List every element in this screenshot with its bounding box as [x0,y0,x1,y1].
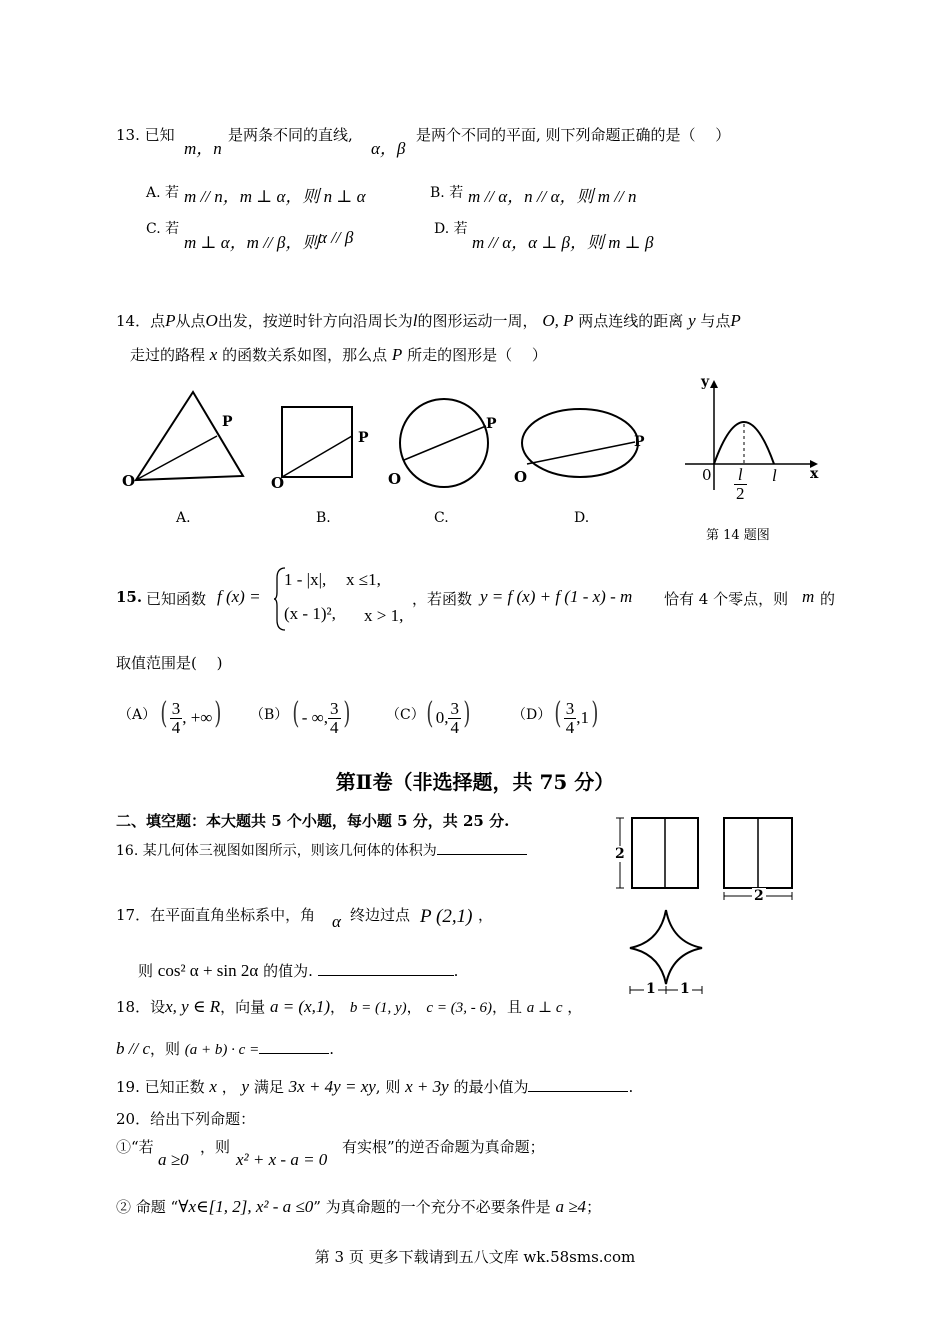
q18-answer-blank[interactable] [259,1039,329,1054]
q15-option-c-label: （C） [386,707,425,723]
fig-d-label: D. [574,510,590,526]
figure-d-ellipse [522,409,638,477]
q13-option-a-label: A. 若 [146,185,180,201]
q15-case1: 1 - |x|, [284,570,327,589]
section-title: 第Ⅱ卷（非选择题，共 75 分） [335,770,615,794]
fig-a-p: P [222,414,233,430]
graph-l-half: $\frac{l}{2}$ [736,465,745,503]
front-view [616,818,698,888]
q20-item1: ①“若 [116,1138,154,1156]
q13-option-c-label: C. 若 [146,221,180,237]
q13-vars-mn: m，n [184,139,222,158]
q16-text: 16. 某几何体三视图如图所示，则该几何体的体积为 [116,840,527,860]
q13-stem: 13. 已知 [116,126,175,144]
fig-d-origin: O [514,468,528,486]
q20-item2: ② 命题 “∀x∈[1, 2], x² - a ≤0” 为真命题的一个充分不必要条件是 a ≥4； [116,1197,602,1216]
q14-caption: 第 14 题图 [706,528,770,543]
section-subtitle: 二、填空题：本大题共 5 个小题，每小题 5 分，共 25 分. [116,812,510,830]
dim-1-right: 1 [680,981,690,997]
graph-l: l [772,466,777,485]
q15-f: f (x) = [217,587,261,606]
q14-stem-line1: 14．点P从点O出发，按逆时针方向沿周长为l的图形运动一周， O, P 两点连线的距离 y 与点P [116,311,741,330]
q18-line2: b // c，则 (a + b) · c = . [116,1039,334,1058]
fig-a-label: A. [176,510,191,526]
q15-number: 15. [116,588,143,606]
q15-line2: 取值范围是( ) [116,654,223,672]
dim-width: 2 [754,888,764,904]
graph-y-label: y [701,374,710,390]
fig-c-p: P [486,416,497,432]
q13-option-d-label: D. 若 [434,221,468,237]
q17-answer-blank[interactable] [318,961,454,976]
q13-option-a: m // n，m ⊥ α，则 n ⊥ α [184,187,366,206]
q17-point: P (2,1) [420,906,473,927]
graph-x-label: x [810,466,819,482]
q16-answer-blank[interactable] [437,840,527,855]
q17-line2: 则 cos² α + sin 2α 的值为. . [138,961,459,980]
q19-text: 19. 已知正数 x ， y 满足 3x + 4y = xy, 则 x + 3y 的最小值为 . [116,1077,634,1096]
q19-answer-blank[interactable] [528,1077,628,1092]
fig-c-origin: O [388,470,402,488]
q13-number: 13. [116,126,140,144]
figure-c-circle [400,399,488,487]
q15-option-d-label: （D） [512,707,552,723]
q15-option-a-label: （A） [118,707,157,723]
q15-option-d: ( $\frac{3}{4}$ ,1) [554,696,599,737]
q14-figures [110,380,950,550]
q15-option-b: ( - ∞, $\frac{3}{4}$ ) [292,696,350,737]
q13-vars-ab: α，β [371,139,406,158]
q20-stem: 20．给出下列命题： [116,1110,256,1128]
dim-height: 2 [615,846,625,862]
q13-option-b: m // α，n // α，则 m // n [468,187,637,206]
q15-g: y = f (x) + f (1 - x) - m [480,587,633,606]
q14-stem-line2: 走过的路程 x 的函数关系如图，那么点 P 所走的图形是（ ） [130,345,547,364]
graph-origin: 0 [702,466,712,484]
q17-stem: 17．在平面直角坐标系中，角 [116,906,316,924]
figure-a-triangle [136,392,243,480]
fig-b-label: B. [316,510,331,526]
dim-1-left: 1 [646,981,656,997]
fig-b-p: P [358,430,369,446]
page-footer: 第 3 页 更多下载请到五八文库 wk.58sms.com [314,1248,636,1266]
q18-line1: 18．设x, y ∈ R，向量 a = (x,1)， b = (1, y)， c = (3, - 6)，且 a ⊥ c ， [116,997,583,1016]
fig-b-origin: O [271,474,285,492]
three-views-figure [612,812,812,1002]
q15-option-b-label: （B） [250,707,289,723]
q15-case2: (x - 1)², [284,604,336,623]
q15-option-c: ( 0, $\frac{3}{4}$ ) [426,696,471,737]
fig-a-origin: O [122,472,136,490]
fig-c-label: C. [434,510,449,526]
q13-option-d: m // α，α ⊥ β，则 m ⊥ β [472,233,654,252]
q15-option-a: ( $\frac{3}{4}$ , +∞) [160,696,222,737]
fig-d-p: P [634,434,645,450]
q13-option-c: m ⊥ α，m // β，则 [184,233,320,252]
figure-b-square [282,407,352,477]
q13-option-b-label: B. 若 [430,185,464,201]
